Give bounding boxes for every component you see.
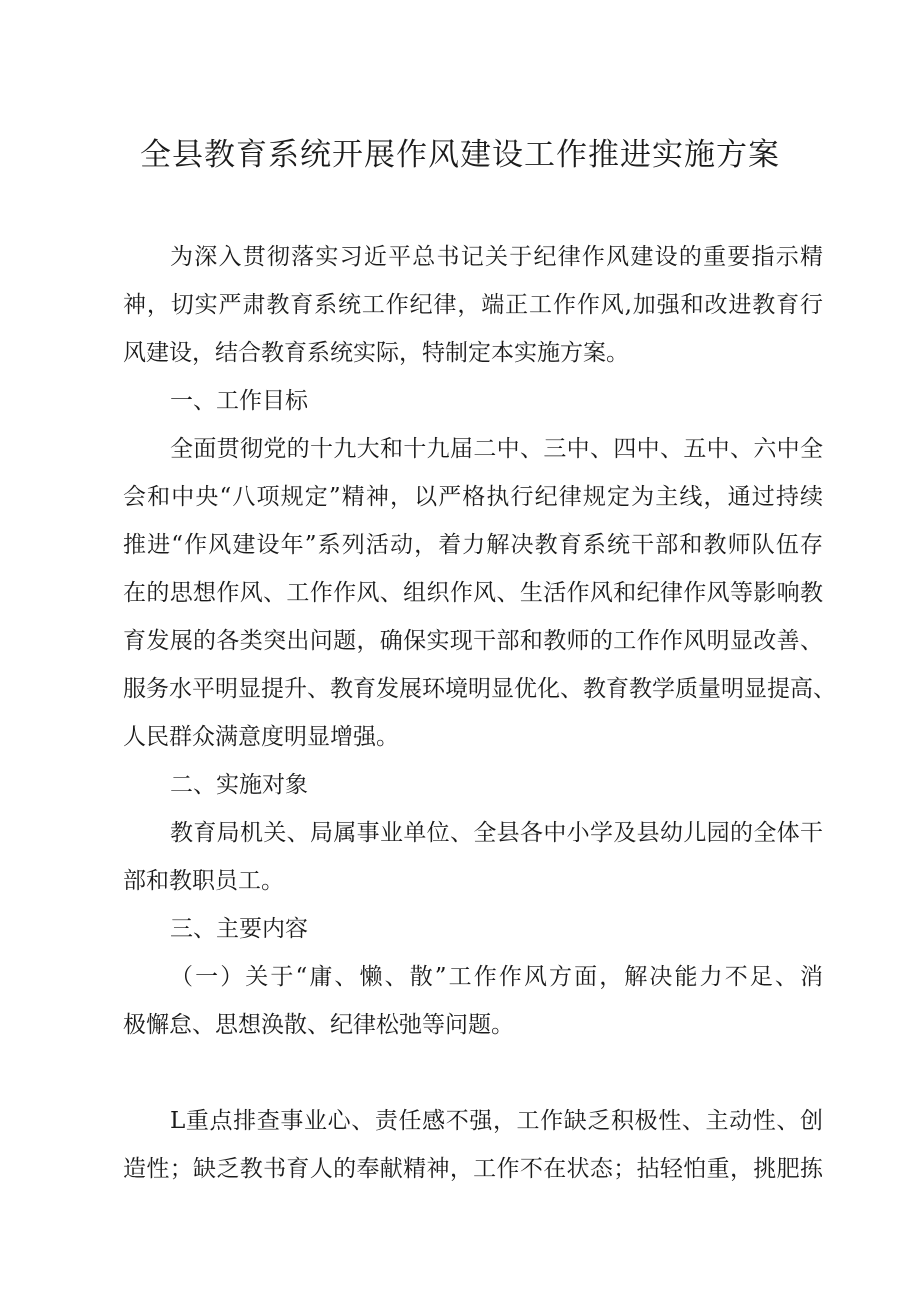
text-line: 部和教职员工。: [123, 868, 284, 894]
paragraph-gap: [123, 1049, 823, 1097]
text-line: 全面贯彻党的十九大和十九届二中、三中、四中、五中、六中全: [170, 436, 823, 462]
text-line: 推进“作风建设年”系列活动，着力解决教育系统干部和教师队伍存: [123, 532, 823, 558]
text-line: 二、实施对象: [170, 772, 308, 798]
text-line: 极懈怠、思想涣散、纪律松弛等问题。: [123, 1012, 514, 1038]
text-line: 会和中央“八项规定”精神，以严格执行纪律规定为主线，通过持续: [123, 484, 823, 510]
text-line: 风建设，结合教育系统实际，特制定本实施方案。: [123, 340, 629, 366]
text-line: 造性；缺乏教书育人的奉献精神，工作不在状态；拈轻怕重，挑肥拣: [123, 1156, 823, 1182]
text-line: 一、工作目标: [170, 388, 308, 414]
text-line: L重点排查事业心、责任感不强，工作缺乏积极性、主动性、创: [170, 1108, 823, 1134]
text-line: 人民群众满意度明显增强。: [123, 724, 399, 750]
paragraph-subsection-1: [123, 953, 823, 1049]
document-body: [123, 233, 836, 1193]
paragraph-goals: [123, 425, 836, 761]
document-title: 全县教育系统开展作风建设工作推进实施方案: [140, 137, 780, 173]
text-line: 神，切实严肃教育系统工作纪律，端正工作作风,加强和改进教育行: [123, 292, 823, 318]
text-line: 为深入贯彻落实习近平总书记关于纪律作风建设的重要指示精: [170, 244, 823, 270]
section-heading-goals: [123, 377, 823, 425]
text-line: 育发展的各类突出问题，确保实现干部和教师的工作作风明显改善、: [123, 628, 823, 654]
section-heading-content: [123, 905, 823, 953]
paragraph-targets: [123, 809, 823, 905]
paragraph-item-1: [123, 1097, 823, 1193]
text-line: 在的思想作风、工作作风、组织作风、生活作风和纪律作风等影响教: [123, 580, 823, 606]
text-line: 三、主要内容: [170, 916, 308, 942]
paragraph-intro: [123, 233, 823, 377]
text-line: 教育局机关、局属事业单位、全县各中小学及县幼儿园的全体干: [170, 820, 823, 846]
section-heading-targets: [123, 761, 823, 809]
text-line: （一）关于“庸、懒、散”工作作风方面，解决能力不足、消: [170, 964, 823, 990]
text-line: 服务水平明显提升、教育发展环境明显优化、教育教学质量明显提高、: [123, 676, 836, 702]
